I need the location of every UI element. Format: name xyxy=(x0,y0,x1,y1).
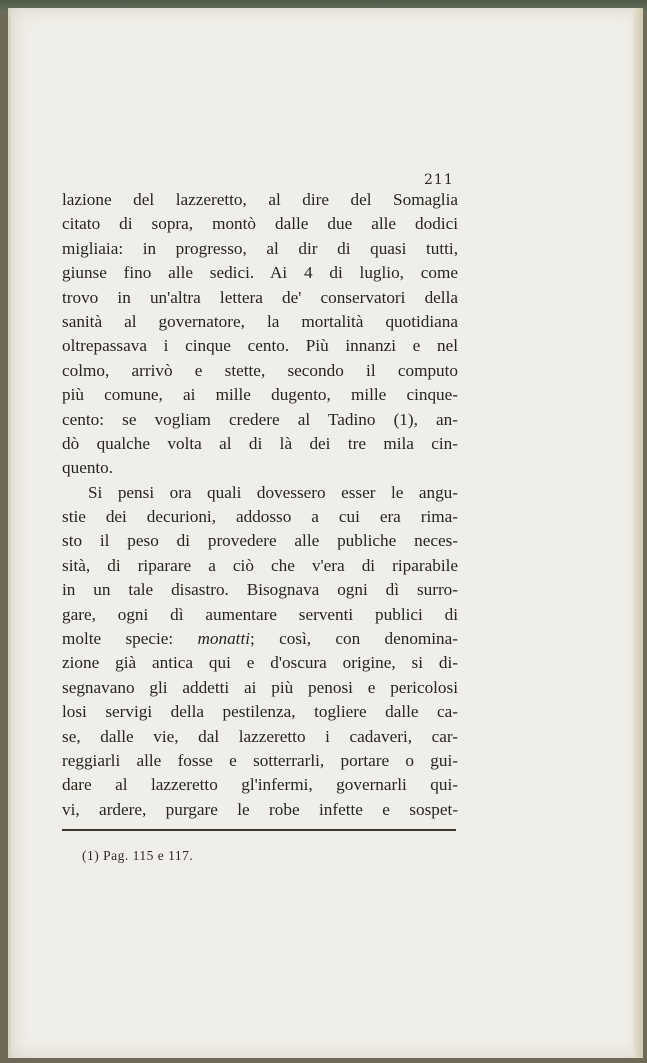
text-line: giunse fino alle sedici. Ai 4 di luglio, come xyxy=(62,263,458,283)
text-line: vi, ardere, purgare le robe infette e sospet- xyxy=(62,799,458,819)
text-line: gare, ogni dì aumentare serventi publici di xyxy=(62,604,458,624)
text-line: più comune, ai mille dugento, mille cinque- xyxy=(62,385,458,405)
italic-line-suffix: ; così, con denomina- xyxy=(250,629,458,649)
text-line: cento: se vogliam credere al Tadino (1), an- xyxy=(62,409,458,429)
text-line: migliaia: in progresso, al dir di quasi tutti, xyxy=(62,238,458,258)
text-line: stie dei decurioni, addosso a cui era rima- xyxy=(62,507,458,527)
page-edge xyxy=(633,8,643,1058)
text-line: dò qualche volta al di là dei tre mila cin- xyxy=(62,433,458,453)
text-line: segnavano gli addetti ai più penosi e pericolosi xyxy=(62,677,458,697)
text-line-with-italic xyxy=(62,627,458,651)
text-line: trovo in un'altra lettera de' conservatori della xyxy=(62,287,458,307)
text-line: reggiarli alle fosse e sotterrarli, portare o gui- xyxy=(62,750,458,770)
text-line: quento. xyxy=(62,458,114,478)
paragraph-first-line: Si pensi ora quali dovessero esser le angu- xyxy=(88,482,458,502)
page-number: 211 xyxy=(424,172,454,188)
body-text xyxy=(62,188,458,822)
text-line: lazione del lazzeretto, al dire del Somaglia xyxy=(62,190,458,209)
text-line: losi servigi della pestilenza, togliere dalle ca- xyxy=(62,702,458,722)
footnote-rule xyxy=(62,829,456,831)
text-line: sanità al governatore, la mortalità quotidiana xyxy=(62,311,458,331)
text-line: zione già antica qui e d'oscura origine, si di- xyxy=(62,653,458,673)
text-line: in un tale disastro. Bisognava ogni dì surro- xyxy=(62,580,458,600)
italic-term: monatti xyxy=(197,629,251,649)
text-line: sità, di riparare a ciò che v'era di riparabile xyxy=(62,555,458,575)
text-line: colmo, arrivò e stette, secondo il computo xyxy=(62,360,458,380)
italic-line-prefix: molte specie: xyxy=(62,629,174,649)
text-line: sto il peso di provedere alle publiche neces- xyxy=(62,531,458,551)
text-line: dare al lazzeretto gl'infermi, governarli qui- xyxy=(62,775,458,795)
text-line: se, dalle vie, dal lazzeretto i cadaveri, car- xyxy=(62,726,458,746)
footnote: (1) Pag. 115 e 117. xyxy=(82,848,194,863)
text-line: citato di sopra, montò dalle due alle dodici xyxy=(62,214,458,234)
text-line: oltrepassava i cinque cento. Più innanzi e nel xyxy=(62,336,458,356)
